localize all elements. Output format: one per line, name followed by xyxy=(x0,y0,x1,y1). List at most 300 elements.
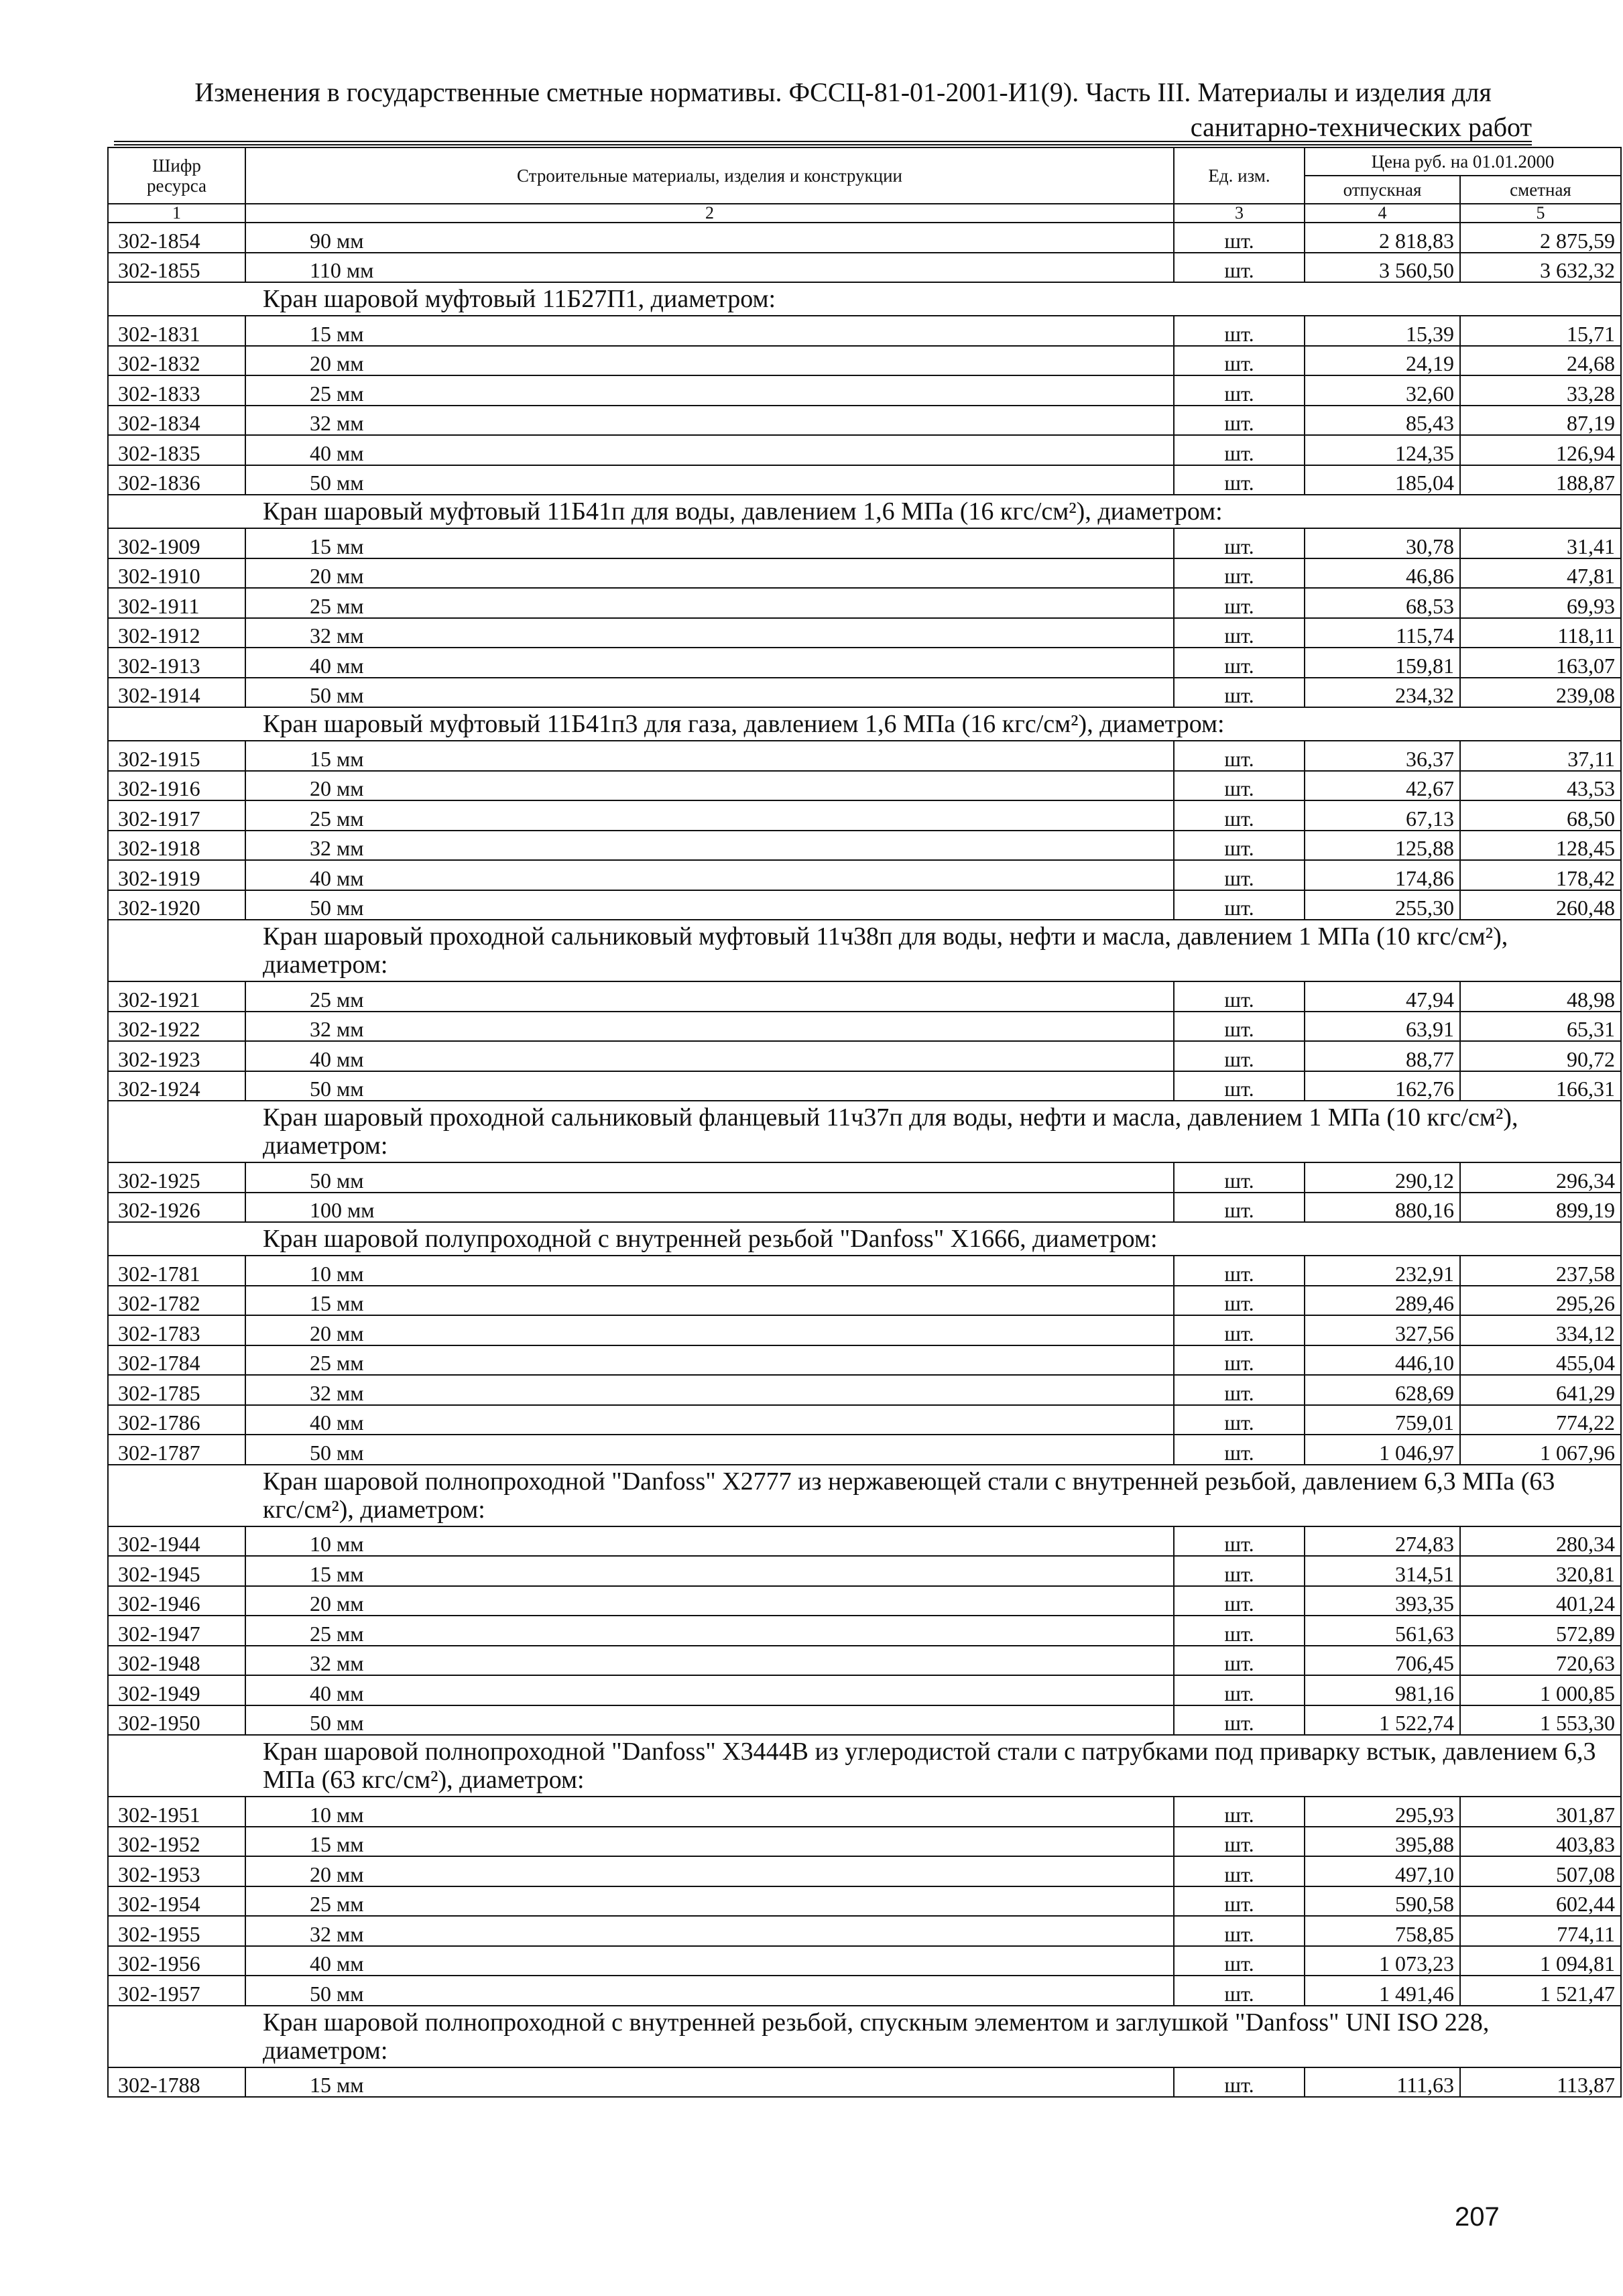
unit-cell: шт. xyxy=(1174,223,1305,253)
unit-cell: шт. xyxy=(1174,253,1305,283)
diameter-cell: 25 мм xyxy=(245,800,1174,831)
group-title: Кран шаровой полнопроходной с внутренней резьбой, спускным элементом и заглушкой "Danfoss" UNI ISO 228, диаметром: xyxy=(108,2006,1621,2067)
table-row xyxy=(108,741,1621,771)
estimate-price-cell: 31,41 xyxy=(1460,528,1621,558)
estimate-price-cell: 296,34 xyxy=(1460,1162,1621,1193)
diameter-cell: 110 мм xyxy=(245,253,1174,283)
resource-code-cell: 302-1924 xyxy=(108,1071,245,1101)
diameter-cell: 50 мм xyxy=(245,890,1174,920)
estimate-price-cell: 1 553,30 xyxy=(1460,1705,1621,1736)
diameter-cell: 10 мм xyxy=(245,1256,1174,1286)
group-title: Кран шаровой полнопроходной "Danfoss" X3444B из углеродистой стали с патрубками под приварку встык, давлением 6,3 МПа (63 кгс/см²), диаметром: xyxy=(108,1735,1621,1797)
resource-code-cell: 302-1913 xyxy=(108,648,245,678)
resource-code-cell: 302-1955 xyxy=(108,1916,245,1946)
diameter-cell: 20 мм xyxy=(245,1586,1174,1616)
diameter-cell: 15 мм xyxy=(245,1556,1174,1586)
unit-cell: шт. xyxy=(1174,1345,1305,1376)
running-header-line2: санитарно-технических работ xyxy=(1190,112,1532,142)
diameter-cell: 32 мм xyxy=(245,1012,1174,1042)
unit-cell: шт. xyxy=(1174,1012,1305,1042)
estimate-price-cell: 48,98 xyxy=(1460,981,1621,1012)
release-price-cell: 88,77 xyxy=(1305,1041,1460,1071)
diameter-cell: 100 мм xyxy=(245,1193,1174,1223)
diameter-cell: 40 мм xyxy=(245,1675,1174,1705)
release-price-cell: 590,58 xyxy=(1305,1886,1460,1917)
table-row xyxy=(108,588,1621,618)
unit-cell: шт. xyxy=(1174,1946,1305,1976)
diameter-cell: 25 мм xyxy=(245,981,1174,1012)
resource-code-cell: 302-1944 xyxy=(108,1526,245,1557)
unit-cell: шт. xyxy=(1174,618,1305,648)
release-price-cell: 42,67 xyxy=(1305,771,1460,801)
table-row xyxy=(108,1286,1621,1316)
unit-cell: шт. xyxy=(1174,1827,1305,1857)
release-price-cell: 628,69 xyxy=(1305,1375,1460,1405)
table-row xyxy=(108,2067,1621,2098)
estimate-price-cell: 87,19 xyxy=(1460,406,1621,436)
col-num: 3 xyxy=(1174,204,1305,223)
group-title: Кран шаровой муфтовый 11Б27П1, диаметром: xyxy=(108,282,1621,316)
diameter-cell: 32 мм xyxy=(245,1646,1174,1676)
unit-cell: шт. xyxy=(1174,860,1305,890)
estimate-price-cell: 295,26 xyxy=(1460,1286,1621,1316)
resource-code-cell: 302-1788 xyxy=(108,2067,245,2098)
col-num: 2 xyxy=(245,204,1174,223)
estimate-price-cell: 1 094,81 xyxy=(1460,1946,1621,1976)
resource-code-cell: 302-1954 xyxy=(108,1886,245,1917)
unit-cell: шт. xyxy=(1174,1193,1305,1223)
estimate-price-cell: 163,07 xyxy=(1460,648,1621,678)
group-title-row xyxy=(108,1735,1621,1797)
table-row xyxy=(108,1405,1621,1435)
resource-code-cell: 302-1786 xyxy=(108,1405,245,1435)
diameter-cell: 25 мм xyxy=(245,588,1174,618)
diameter-cell: 50 мм xyxy=(245,465,1174,495)
release-price-cell: 68,53 xyxy=(1305,588,1460,618)
table-row xyxy=(108,1435,1621,1465)
table-row xyxy=(108,678,1621,708)
unit-cell: шт. xyxy=(1174,316,1305,346)
diameter-cell: 20 мм xyxy=(245,346,1174,376)
diameter-cell: 15 мм xyxy=(245,1827,1174,1857)
diameter-cell: 40 мм xyxy=(245,1946,1174,1976)
estimate-price-cell: 126,94 xyxy=(1460,435,1621,465)
estimate-price-cell: 239,08 xyxy=(1460,678,1621,708)
resource-code-cell: 302-1921 xyxy=(108,981,245,1012)
resource-code-cell: 302-1836 xyxy=(108,465,245,495)
table-row xyxy=(108,800,1621,831)
release-price-cell: 1 073,23 xyxy=(1305,1946,1460,1976)
col-header-estimate: сметная xyxy=(1460,176,1621,204)
estimate-price-cell: 401,24 xyxy=(1460,1586,1621,1616)
release-price-cell: 67,13 xyxy=(1305,800,1460,831)
diameter-cell: 32 мм xyxy=(245,1916,1174,1946)
table-row xyxy=(108,1162,1621,1193)
diameter-cell: 40 мм xyxy=(245,1405,1174,1435)
estimate-price-cell: 403,83 xyxy=(1460,1827,1621,1857)
estimate-price-cell: 15,71 xyxy=(1460,316,1621,346)
release-price-cell: 327,56 xyxy=(1305,1315,1460,1345)
estimate-price-cell: 90,72 xyxy=(1460,1041,1621,1071)
table-row xyxy=(108,375,1621,406)
diameter-cell: 15 мм xyxy=(245,741,1174,771)
unit-cell: шт. xyxy=(1174,1435,1305,1465)
diameter-cell: 32 мм xyxy=(245,406,1174,436)
diameter-cell: 15 мм xyxy=(245,1286,1174,1316)
resource-code-cell: 302-1916 xyxy=(108,771,245,801)
estimate-price-cell: 280,34 xyxy=(1460,1526,1621,1557)
release-price-cell: 446,10 xyxy=(1305,1345,1460,1376)
unit-cell: шт. xyxy=(1174,678,1305,708)
group-title: Кран шаровой полупроходной с внутренней резьбой "Danfoss" X1666, диаметром: xyxy=(108,1222,1621,1256)
unit-cell: шт. xyxy=(1174,1162,1305,1193)
table-row xyxy=(108,1616,1621,1646)
table-row xyxy=(108,1556,1621,1586)
table-row xyxy=(108,1345,1621,1376)
col-header-price: Цена руб. на 01.01.2000 xyxy=(1305,147,1621,176)
resource-code-cell: 302-1833 xyxy=(108,375,245,406)
release-price-cell: 174,86 xyxy=(1305,860,1460,890)
price-table-wrapper xyxy=(107,147,1615,2098)
unit-cell: шт. xyxy=(1174,406,1305,436)
table-row xyxy=(108,1012,1621,1042)
group-title: Кран шаровый муфтовый 11Б41п3 для газа, давлением 1,6 МПа (16 кгс/см²), диаметром: xyxy=(108,707,1621,741)
diameter-cell: 20 мм xyxy=(245,558,1174,589)
resource-code-cell: 302-1911 xyxy=(108,588,245,618)
release-price-cell: 395,88 xyxy=(1305,1827,1460,1857)
release-price-cell: 162,76 xyxy=(1305,1071,1460,1101)
estimate-price-cell: 774,11 xyxy=(1460,1916,1621,1946)
unit-cell: шт. xyxy=(1174,1916,1305,1946)
release-price-cell: 30,78 xyxy=(1305,528,1460,558)
unit-cell: шт. xyxy=(1174,1586,1305,1616)
resource-code-cell: 302-1781 xyxy=(108,1256,245,1286)
table-row xyxy=(108,1886,1621,1917)
release-price-cell: 289,46 xyxy=(1305,1286,1460,1316)
diameter-cell: 40 мм xyxy=(245,648,1174,678)
resource-code-cell: 302-1923 xyxy=(108,1041,245,1071)
release-price-cell: 1 522,74 xyxy=(1305,1705,1460,1736)
estimate-price-cell: 68,50 xyxy=(1460,800,1621,831)
resource-code-cell: 302-1834 xyxy=(108,406,245,436)
release-price-cell: 393,35 xyxy=(1305,1586,1460,1616)
col-header-release: отпускная xyxy=(1305,176,1460,204)
group-title-row xyxy=(108,2006,1621,2067)
unit-cell: шт. xyxy=(1174,1856,1305,1886)
release-price-cell: 234,32 xyxy=(1305,678,1460,708)
table-row xyxy=(108,771,1621,801)
resource-code-cell: 302-1909 xyxy=(108,528,245,558)
unit-cell: шт. xyxy=(1174,1071,1305,1101)
release-price-cell: 255,30 xyxy=(1305,890,1460,920)
diameter-cell: 20 мм xyxy=(245,1856,1174,1886)
diameter-cell: 10 мм xyxy=(245,1526,1174,1557)
estimate-price-cell: 334,12 xyxy=(1460,1315,1621,1345)
diameter-cell: 50 мм xyxy=(245,1162,1174,1193)
resource-code-cell: 302-1946 xyxy=(108,1586,245,1616)
estimate-price-cell: 2 875,59 xyxy=(1460,223,1621,253)
estimate-price-cell: 237,58 xyxy=(1460,1256,1621,1286)
estimate-price-cell: 720,63 xyxy=(1460,1646,1621,1676)
unit-cell: шт. xyxy=(1174,1256,1305,1286)
estimate-price-cell: 113,87 xyxy=(1460,2067,1621,2098)
resource-code-cell: 302-1854 xyxy=(108,223,245,253)
unit-cell: шт. xyxy=(1174,981,1305,1012)
unit-cell: шт. xyxy=(1174,1041,1305,1071)
table-row xyxy=(108,435,1621,465)
table-row xyxy=(108,1916,1621,1946)
table-row xyxy=(108,1856,1621,1886)
unit-cell: шт. xyxy=(1174,2067,1305,2098)
release-price-cell: 115,74 xyxy=(1305,618,1460,648)
group-title-row xyxy=(108,920,1621,981)
estimate-price-cell: 188,87 xyxy=(1460,465,1621,495)
table-row xyxy=(108,1976,1621,2006)
estimate-price-cell: 178,42 xyxy=(1460,860,1621,890)
diameter-cell: 50 мм xyxy=(245,1071,1174,1101)
release-price-cell: 63,91 xyxy=(1305,1012,1460,1042)
diameter-cell: 25 мм xyxy=(245,1345,1174,1376)
resource-code-cell: 302-1914 xyxy=(108,678,245,708)
unit-cell: шт. xyxy=(1174,1526,1305,1557)
resource-code-cell: 302-1784 xyxy=(108,1345,245,1376)
col-num: 1 xyxy=(108,204,245,223)
unit-cell: шт. xyxy=(1174,831,1305,861)
estimate-price-cell: 43,53 xyxy=(1460,771,1621,801)
running-header xyxy=(114,75,1532,145)
diameter-cell: 10 мм xyxy=(245,1797,1174,1827)
release-price-cell: 15,39 xyxy=(1305,316,1460,346)
release-price-cell: 159,81 xyxy=(1305,648,1460,678)
resource-code-cell: 302-1787 xyxy=(108,1435,245,1465)
unit-cell: шт. xyxy=(1174,528,1305,558)
diameter-cell: 15 мм xyxy=(245,316,1174,346)
resource-code-cell: 302-1831 xyxy=(108,316,245,346)
estimate-price-cell: 260,48 xyxy=(1460,890,1621,920)
column-number-row xyxy=(108,204,1621,223)
estimate-price-cell: 65,31 xyxy=(1460,1012,1621,1042)
table-row xyxy=(108,860,1621,890)
group-title: Кран шаровый проходной сальниковый муфтовый 11ч38п для воды, нефти и масла, давлением 1 МПа (10 кгс/см²), диаметром: xyxy=(108,920,1621,981)
diameter-cell: 32 мм xyxy=(245,618,1174,648)
table-row xyxy=(108,1315,1621,1345)
estimate-price-cell: 572,89 xyxy=(1460,1616,1621,1646)
resource-code-cell: 302-1912 xyxy=(108,618,245,648)
col-header-code: Шифр ресурса xyxy=(108,147,245,204)
estimate-price-cell: 37,11 xyxy=(1460,741,1621,771)
diameter-cell: 50 мм xyxy=(245,1976,1174,2006)
diameter-cell: 15 мм xyxy=(245,2067,1174,2098)
estimate-price-cell: 128,45 xyxy=(1460,831,1621,861)
resource-code-cell: 302-1922 xyxy=(108,1012,245,1042)
release-price-cell: 46,86 xyxy=(1305,558,1460,589)
estimate-price-cell: 3 632,32 xyxy=(1460,253,1621,283)
resource-code-cell: 302-1910 xyxy=(108,558,245,589)
unit-cell: шт. xyxy=(1174,1646,1305,1676)
estimate-price-cell: 301,87 xyxy=(1460,1797,1621,1827)
unit-cell: шт. xyxy=(1174,435,1305,465)
running-header-line1: Изменения в государственные сметные нормативы. ФССЦ-81-01-2001-И1(9). Часть III. Материалы и изделия для xyxy=(194,77,1492,107)
table-row xyxy=(108,1797,1621,1827)
resource-code-cell: 302-1926 xyxy=(108,1193,245,1223)
group-title-row xyxy=(108,707,1621,741)
estimate-price-cell: 1 067,96 xyxy=(1460,1435,1621,1465)
group-title-row xyxy=(108,495,1621,528)
unit-cell: шт. xyxy=(1174,648,1305,678)
release-price-cell: 759,01 xyxy=(1305,1405,1460,1435)
table-row xyxy=(108,831,1621,861)
col-header-unit: Ед. изм. xyxy=(1174,147,1305,204)
resource-code-cell: 302-1949 xyxy=(108,1675,245,1705)
estimate-price-cell: 320,81 xyxy=(1460,1556,1621,1586)
resource-code-cell: 302-1855 xyxy=(108,253,245,283)
estimate-price-cell: 47,81 xyxy=(1460,558,1621,589)
resource-code-cell: 302-1918 xyxy=(108,831,245,861)
table-row xyxy=(108,253,1621,283)
unit-cell: шт. xyxy=(1174,346,1305,376)
diameter-cell: 50 мм xyxy=(245,1705,1174,1736)
resource-code-cell: 302-1835 xyxy=(108,435,245,465)
release-price-cell: 295,93 xyxy=(1305,1797,1460,1827)
estimate-price-cell: 1 521,47 xyxy=(1460,1976,1621,2006)
estimate-price-cell: 899,19 xyxy=(1460,1193,1621,1223)
table-row xyxy=(108,1256,1621,1286)
group-title-row xyxy=(108,1465,1621,1526)
unit-cell: шт. xyxy=(1174,1675,1305,1705)
unit-cell: шт. xyxy=(1174,1886,1305,1917)
col-num: 5 xyxy=(1460,204,1621,223)
release-price-cell: 706,45 xyxy=(1305,1646,1460,1676)
table-row xyxy=(108,465,1621,495)
release-price-cell: 232,91 xyxy=(1305,1256,1460,1286)
release-price-cell: 24,19 xyxy=(1305,346,1460,376)
release-price-cell: 274,83 xyxy=(1305,1526,1460,1557)
table-row xyxy=(108,890,1621,920)
resource-code-cell: 302-1957 xyxy=(108,1976,245,2006)
estimate-price-cell: 118,11 xyxy=(1460,618,1621,648)
group-title: Кран шаровой полнопроходной "Danfoss" X2777 из нержавеющей стали с внутренней резьбой, давлением 6,3 МПа (63 кгс/см²), диаметром: xyxy=(108,1465,1621,1526)
resource-code-cell: 302-1925 xyxy=(108,1162,245,1193)
release-price-cell: 497,10 xyxy=(1305,1856,1460,1886)
release-price-cell: 1 491,46 xyxy=(1305,1976,1460,2006)
unit-cell: шт. xyxy=(1174,741,1305,771)
table-row xyxy=(108,1526,1621,1557)
col-num: 4 xyxy=(1305,204,1460,223)
table-row xyxy=(108,1586,1621,1616)
release-price-cell: 758,85 xyxy=(1305,1916,1460,1946)
unit-cell: шт. xyxy=(1174,890,1305,920)
release-price-cell: 125,88 xyxy=(1305,831,1460,861)
diameter-cell: 20 мм xyxy=(245,771,1174,801)
table-row xyxy=(108,1071,1621,1101)
page-number: 207 xyxy=(1455,2202,1500,2232)
resource-code-cell: 302-1948 xyxy=(108,1646,245,1676)
table-row xyxy=(108,648,1621,678)
unit-cell: шт. xyxy=(1174,1556,1305,1586)
release-price-cell: 2 818,83 xyxy=(1305,223,1460,253)
resource-code-cell: 302-1915 xyxy=(108,741,245,771)
unit-cell: шт. xyxy=(1174,558,1305,589)
resource-code-cell: 302-1952 xyxy=(108,1827,245,1857)
release-price-cell: 36,37 xyxy=(1305,741,1460,771)
diameter-cell: 20 мм xyxy=(245,1315,1174,1345)
table-row xyxy=(108,558,1621,589)
col-header-name: Строительные материалы, изделия и конструкции xyxy=(245,147,1174,204)
release-price-cell: 1 046,97 xyxy=(1305,1435,1460,1465)
resource-code-cell: 302-1945 xyxy=(108,1556,245,1586)
estimate-price-cell: 24,68 xyxy=(1460,346,1621,376)
table-row xyxy=(108,1946,1621,1976)
table-row xyxy=(108,1193,1621,1223)
table-row xyxy=(108,618,1621,648)
resource-code-cell: 302-1919 xyxy=(108,860,245,890)
diameter-cell: 15 мм xyxy=(245,528,1174,558)
group-title: Кран шаровый муфтовый 11Б41п для воды, давлением 1,6 МПа (16 кгс/см²), диаметром: xyxy=(108,495,1621,528)
diameter-cell: 50 мм xyxy=(245,678,1174,708)
unit-cell: шт. xyxy=(1174,1797,1305,1827)
estimate-price-cell: 641,29 xyxy=(1460,1375,1621,1405)
unit-cell: шт. xyxy=(1174,375,1305,406)
header-rule-bottom xyxy=(114,144,1532,145)
unit-cell: шт. xyxy=(1174,465,1305,495)
resource-code-cell: 302-1783 xyxy=(108,1315,245,1345)
estimate-price-cell: 774,22 xyxy=(1460,1405,1621,1435)
unit-cell: шт. xyxy=(1174,1286,1305,1316)
table-row xyxy=(108,1041,1621,1071)
estimate-price-cell: 455,04 xyxy=(1460,1345,1621,1376)
release-price-cell: 981,16 xyxy=(1305,1675,1460,1705)
resource-code-cell: 302-1947 xyxy=(108,1616,245,1646)
release-price-cell: 314,51 xyxy=(1305,1556,1460,1586)
table-row xyxy=(108,1827,1621,1857)
diameter-cell: 25 мм xyxy=(245,1886,1174,1917)
unit-cell: шт. xyxy=(1174,771,1305,801)
estimate-price-cell: 602,44 xyxy=(1460,1886,1621,1917)
resource-code-cell: 302-1953 xyxy=(108,1856,245,1886)
resource-code-cell: 302-1956 xyxy=(108,1946,245,1976)
release-price-cell: 3 560,50 xyxy=(1305,253,1460,283)
release-price-cell: 124,35 xyxy=(1305,435,1460,465)
table-row xyxy=(108,346,1621,376)
resource-code-cell: 302-1832 xyxy=(108,346,245,376)
resource-code-cell: 302-1782 xyxy=(108,1286,245,1316)
table-row xyxy=(108,223,1621,253)
table-row xyxy=(108,1375,1621,1405)
group-title-row xyxy=(108,1101,1621,1162)
estimate-price-cell: 1 000,85 xyxy=(1460,1675,1621,1705)
release-price-cell: 290,12 xyxy=(1305,1162,1460,1193)
diameter-cell: 50 мм xyxy=(245,1435,1174,1465)
unit-cell: шт. xyxy=(1174,1315,1305,1345)
resource-code-cell: 302-1950 xyxy=(108,1705,245,1736)
diameter-cell: 25 мм xyxy=(245,1616,1174,1646)
estimate-price-cell: 166,31 xyxy=(1460,1071,1621,1101)
table-row xyxy=(108,1675,1621,1705)
table-row xyxy=(108,528,1621,558)
unit-cell: шт. xyxy=(1174,1405,1305,1435)
diameter-cell: 90 мм xyxy=(245,223,1174,253)
table-row xyxy=(108,316,1621,346)
unit-cell: шт. xyxy=(1174,1616,1305,1646)
diameter-cell: 40 мм xyxy=(245,435,1174,465)
table-row xyxy=(108,1646,1621,1676)
estimate-price-cell: 69,93 xyxy=(1460,588,1621,618)
release-price-cell: 185,04 xyxy=(1305,465,1460,495)
price-table-body xyxy=(108,223,1621,2097)
diameter-cell: 32 мм xyxy=(245,831,1174,861)
unit-cell: шт. xyxy=(1174,588,1305,618)
release-price-cell: 880,16 xyxy=(1305,1193,1460,1223)
